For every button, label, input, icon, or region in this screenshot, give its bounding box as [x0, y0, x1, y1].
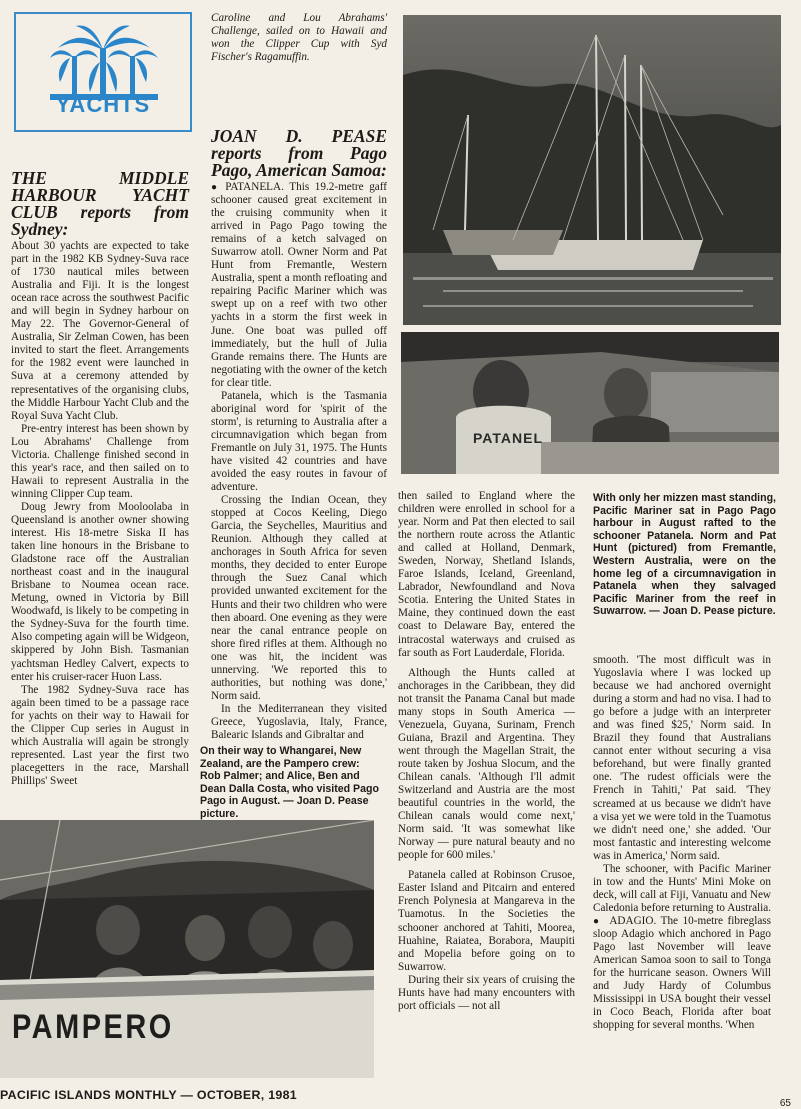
col2-heading: JOAN D. PEASE reports from Pago Pago, American Samoa:	[211, 126, 387, 180]
col4-paragraph: The schooner, with Pacific Mariner in tow and the Hunts' Mini Moke on deck, will call at Fiji, Vanuatu and New Caledonia before returning to Australia.	[593, 862, 772, 914]
patanel-shirt-text: PATANEL	[473, 430, 543, 446]
col1-paragraph: Doug Jewry from Mooloolaba in Queensland is another owner showing interest. His 18-metre Siska II has taken line honours in the Brisbane to Gladstone race off the Australian northeast coast and in the inaugural Brisbane to Noumea ocean race. Metung, owned in Victoria by Bill Woodwafd, is likely to be competing in the Sydney-Suva for the fourth time. Also competing again will be Widgeon, skippered by John Bish. Tasmanian yachtsman Hedley Calvert, expects to enter his cruiser-racer Huon Lass.	[11, 500, 189, 683]
col1-heading: THE MIDDLE HARBOUR YACHT CLUB reports from Sydney:	[11, 168, 189, 239]
pampero-hull-text: PAMPERO	[12, 1008, 174, 1046]
col2-paragraph: Crossing the Indian Ocean, they stopped at Cocos Keeling, Diego Garcia, the Seychelles, Mauritius and Reunion. Although they called at anchorages in South Africa for seven months, they decided to enter Europe through the Suez Canal which provided unwanted excitement for the Hunts and their two children who were then aboard. One evening as they were near the canal entrance people on shore fired rifles at them. Although no one was hit, the incident was unnerving. 'We reported this to authorities, but nothing was done,' Norm said.	[211, 494, 387, 702]
schooner-photo	[403, 15, 781, 325]
pacific-mariner-caption: With only her mizzen mast standing, Pacific Mariner sat in Pago Pago harbour in August rafted to the schooner Patanela. Norm and Pat Hunt (pictured) from Fremantle, Western Australia, were on the home leg of a circumnavigation in Patanela when they salvaged Pacific Mariner from the reef in Suwarrow. — Joan D. Pease picture.	[593, 492, 776, 618]
col4-paragraph: smooth. 'The most difficult was in Yugoslavia where I was locked up because we had anchored overnight during a storm and had no visa. I had to go before a judge with an interpreter and was fined $25,' Norm said. In Brazil they found that Australians cannot enter without securing a visa beforehand, but were finally granted one. 'The rudest officials were the French in Tahiti,' Pat said. 'They screamed at us because we didn't have a visa yet we were told in the Tuamotus we didn't need one,' she added. 'Our most fantastic and interesting welcome was in America,' Norm said.	[593, 654, 771, 862]
col1-paragraph: About 30 yachts are expected to take part in the 1982 KB Sydney-Suva race of 1730 nautical miles between Australia and Fiji. It is the longest ocean race across the southwest Pacific and will begin in Sydney harbour on May 22. The Governor-General of Australia, Sir Zelman Cowen, has been invited to start the fleet. Arrangements for the 1982 event were launched in Suva at a ceremony attended by representatives of the organising clubs, the Middle Harbour Yacht Club and the Royal Suva Yacht Club.	[11, 240, 189, 422]
palm-trees-icon	[50, 22, 158, 100]
pampero-crew-photo	[0, 820, 374, 1078]
bullet-icon: ●	[593, 915, 610, 927]
col4-paragraph-text: ADAGIO. The 10-metre fibreglass sloop Adagio which anchored in Pago Pago last November will leave American Samoa soon to sail to Tonga for the hurricane season. Owners Will and Judy Hardy of Columbus Mississippi in USA bought their vessel in Coco Beach, Florida after boat shopping for several months. 'When	[593, 914, 772, 1032]
column-4	[593, 654, 771, 1032]
col4-paragraph	[593, 915, 771, 1032]
col3-paragraph: Although the Hunts called at anchorages in the Caribbean, they did not transit the Panama Canal but made many stops in South America — Venezuela, Guyana, Surinam, French Guiana, Brazil and Argentina. They went through the Magellan Strait, the route taken by Joshua Slocum, and the Chilean canals. 'Although I'll admit Switzerland and Austria are the most beautiful countries in the world, the Chilean canals would come next,' Norm said. 'It was somewhat like Norway — pure natural beauty and no people for 600 miles.'	[398, 666, 575, 862]
col2-continuation: Caroline and Lou Abrahams' Challenge, sailed on to Hawaii and won the Clipper Cup with Syd Fischer's Ragamuffin.	[211, 12, 387, 64]
col2-paragraph: Patanela, which is the Tasmania aboriginal word for 'spirit of the storm', is returning to Australia after a circumnavigation which began from Fremantle on July 31, 1975. The Hunts have visited 42 countries and have avoided the easy routes in favour of adventure.	[211, 389, 387, 494]
col3-paragraph: Patanela called at Robinson Crusoe, Easter Island and Pitcairn and entered French Polynesia at Mangareva in the Tuamotus. In the Societies the schooner anchored at Tahiti, Moorea, Huahine, Raiatea, Borabora, Maupiti and Mopelia before going on to Suwarrow.	[398, 869, 575, 973]
bullet-icon: ●	[211, 182, 226, 193]
col3-paragraph: then sailed to England where the children were enrolled in school for a year. Norm and Pat then elected to sail the northern route across the Atlantic and called at Holland, Denmark, Sweden, Norway, Shetland Islands, Faroe Islands, Iceland, Greenland, Labrador, Newfoundland and Nova Scotia. Entering the United States in Maine, they continued down the east coast to Delaware Bay, entered the intracostal waterways and cruised as far south as Fort Lauderdale, Florida.	[398, 490, 575, 659]
pampero-caption: On their way to Whangarei, New Zealand, are the Pampero crew: Rob Palmer; and Alice, Ben and Dean Dalla Costa, who visited Pago Pago in August. — Joan D. Pease picture.	[200, 745, 379, 820]
col2-paragraph	[211, 181, 387, 390]
col3-paragraph: During their six years of cruising the Hunts have had many encounters with port officials — not all	[398, 973, 575, 1012]
col2-top-text	[211, 12, 387, 64]
col1-paragraph: The 1982 Sydney-Suva race has again been timed to be a passage race for yachts on their way to Hawaii for the Clipper Cup series in August in which Australia will again be strongly represented. Last year the first two placegetters in the race, Marshall Phillips' Sweet	[11, 683, 189, 787]
col2-paragraph-text: PATANELA. This 19.2-metre gaff schooner caused great excitement in the cruising community when it arrived in Pago Pago towing the remains of a ketch salvaged on Suwarrow atoll. Owner Norm and Pat Hunt from Fremantle, Western Australia, spent a month refloating and repairing Pacific Mariner which was swept up on a reef with two other yachts in a storm the first week in June. One boat was pulled off immediately, but the hull of Julia Grande remains there. The Hunts are negotiating with the owner of the ketch for clear title.	[211, 181, 388, 389]
hunts-photo	[401, 332, 779, 474]
col2-paragraph: In the Mediterranean they visited Greece, Yugoslavia, Italy, France, Balearic Islands and Gibraltar and	[211, 702, 387, 741]
page-number: 65	[779, 1098, 791, 1109]
yachts-section-logo	[14, 12, 192, 132]
page-footer: PACIFIC ISLANDS MONTHLY — OCTOBER, 1981	[0, 1088, 297, 1102]
column-1	[11, 170, 189, 788]
col1-paragraph: Pre-entry interest has been shown by Lou Abrahams' Challenge from Victoria. Challenge finished second in this year's race, and then sailed on to Hawaii to represent Australia in the winning Clipper Cup team.	[11, 422, 189, 500]
column-3	[398, 490, 575, 1013]
section-title: YACHTS	[55, 92, 151, 117]
column-2	[211, 128, 387, 742]
